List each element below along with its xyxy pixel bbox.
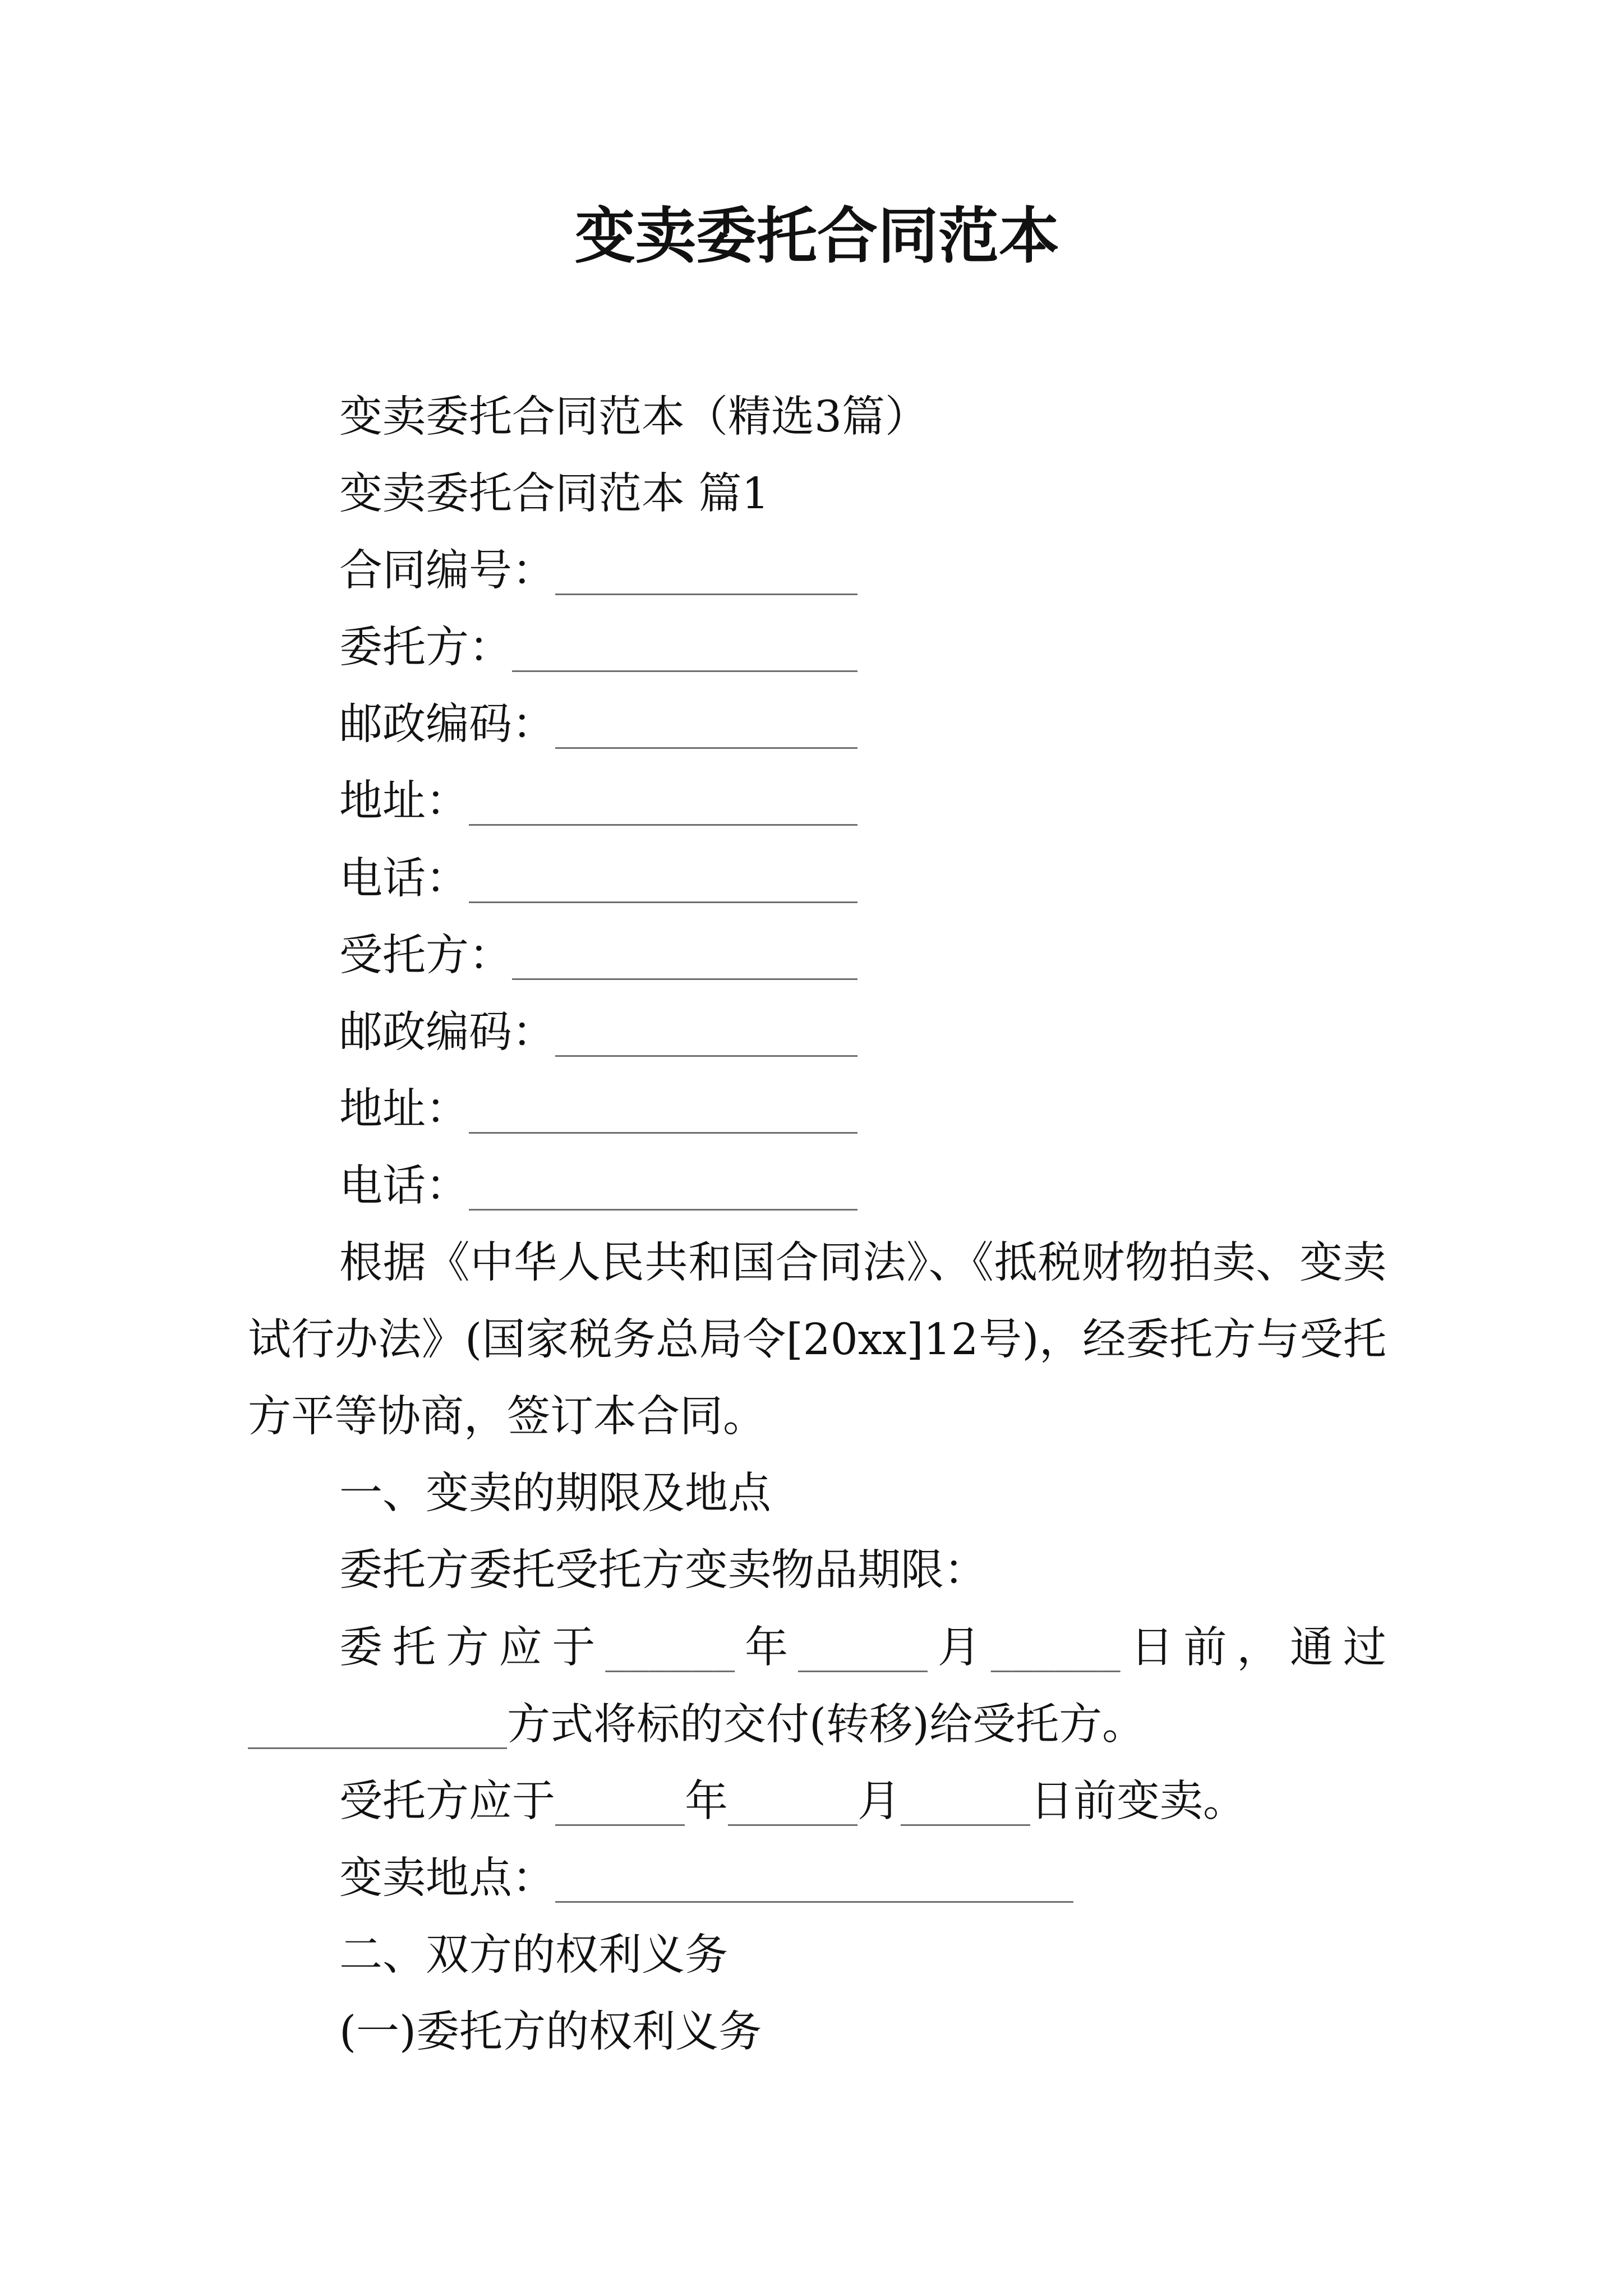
- agent-postcode-line: 邮政编码：______________: [339, 1007, 857, 1057]
- preamble-line-3: 方平等协商，签订本合同。: [248, 1392, 766, 1442]
- blank-underline: ________________: [512, 930, 857, 981]
- blank-underline: ______: [990, 1622, 1121, 1673]
- blank-underline: ________________: [512, 623, 857, 673]
- part-heading: 变卖委托合同范本 篇1: [339, 469, 769, 519]
- principal-phone-line: 电话：__________________: [339, 853, 857, 904]
- blank-underline: ____________: [248, 1699, 507, 1750]
- blank-underline: __________________: [469, 1084, 857, 1134]
- blank-underline: __________________: [469, 776, 857, 827]
- principal-address-line: 地址：__________________: [339, 776, 857, 827]
- sale-location-line: 变卖地点：________________________: [339, 1853, 1073, 1903]
- principal-party-line: 委托方：________________: [339, 623, 857, 673]
- blank-underline: ______: [728, 1776, 857, 1826]
- subsection-1-heading: (一)委托方的权利义务: [339, 2007, 762, 2057]
- principal-postcode-line: 邮政编码：______________: [339, 700, 857, 750]
- blank-underline: ______: [901, 1776, 1030, 1826]
- agent-phone-line: 电话：__________________: [339, 1161, 857, 1211]
- delivery-line-1: 委托方应于______年______月______日前，通过: [339, 1622, 1387, 1673]
- sale-deadline-line: 受托方应于______年______月______日前变卖。: [339, 1776, 1246, 1826]
- period-intro-line: 委托方委托受托方变卖物品期限：: [339, 1545, 987, 1596]
- blank-underline: ______: [555, 1776, 685, 1826]
- blank-underline: ______________: [555, 1007, 857, 1057]
- document-title: 变卖委托合同范本: [574, 201, 1059, 272]
- section-1-heading: 一、变卖的期限及地点: [339, 1469, 771, 1519]
- blank-underline: ______: [798, 1622, 928, 1673]
- delivery-line-2: ____________方式将标的交付(转移)给受托方。: [248, 1699, 1146, 1750]
- agent-party-line: 受托方：________________: [339, 930, 857, 981]
- blank-underline: __________________: [469, 853, 857, 904]
- agent-address-line: 地址：__________________: [339, 1084, 857, 1134]
- contract-number-line: 合同编号：______________: [339, 546, 857, 596]
- blank-underline: ______: [605, 1622, 735, 1673]
- blank-underline: ________________________: [555, 1853, 1073, 1903]
- document-body: [248, 379, 1386, 2070]
- section-2-heading: 二、双方的权利义务: [339, 1930, 728, 1980]
- blank-underline: ______________: [555, 546, 857, 596]
- preamble-line-1: 根据《中华人民共和国合同法》、《抵税财物拍卖、变卖: [339, 1238, 1386, 1289]
- blank-underline: ______________: [555, 700, 857, 750]
- preamble-line-2: 试行办法》(国家税务总局令[20xx]12号)，经委托方与受托: [248, 1315, 1386, 1365]
- blank-underline: __________________: [469, 1161, 857, 1211]
- collection-heading: 变卖委托合同范本（精选3篇）: [339, 392, 928, 442]
